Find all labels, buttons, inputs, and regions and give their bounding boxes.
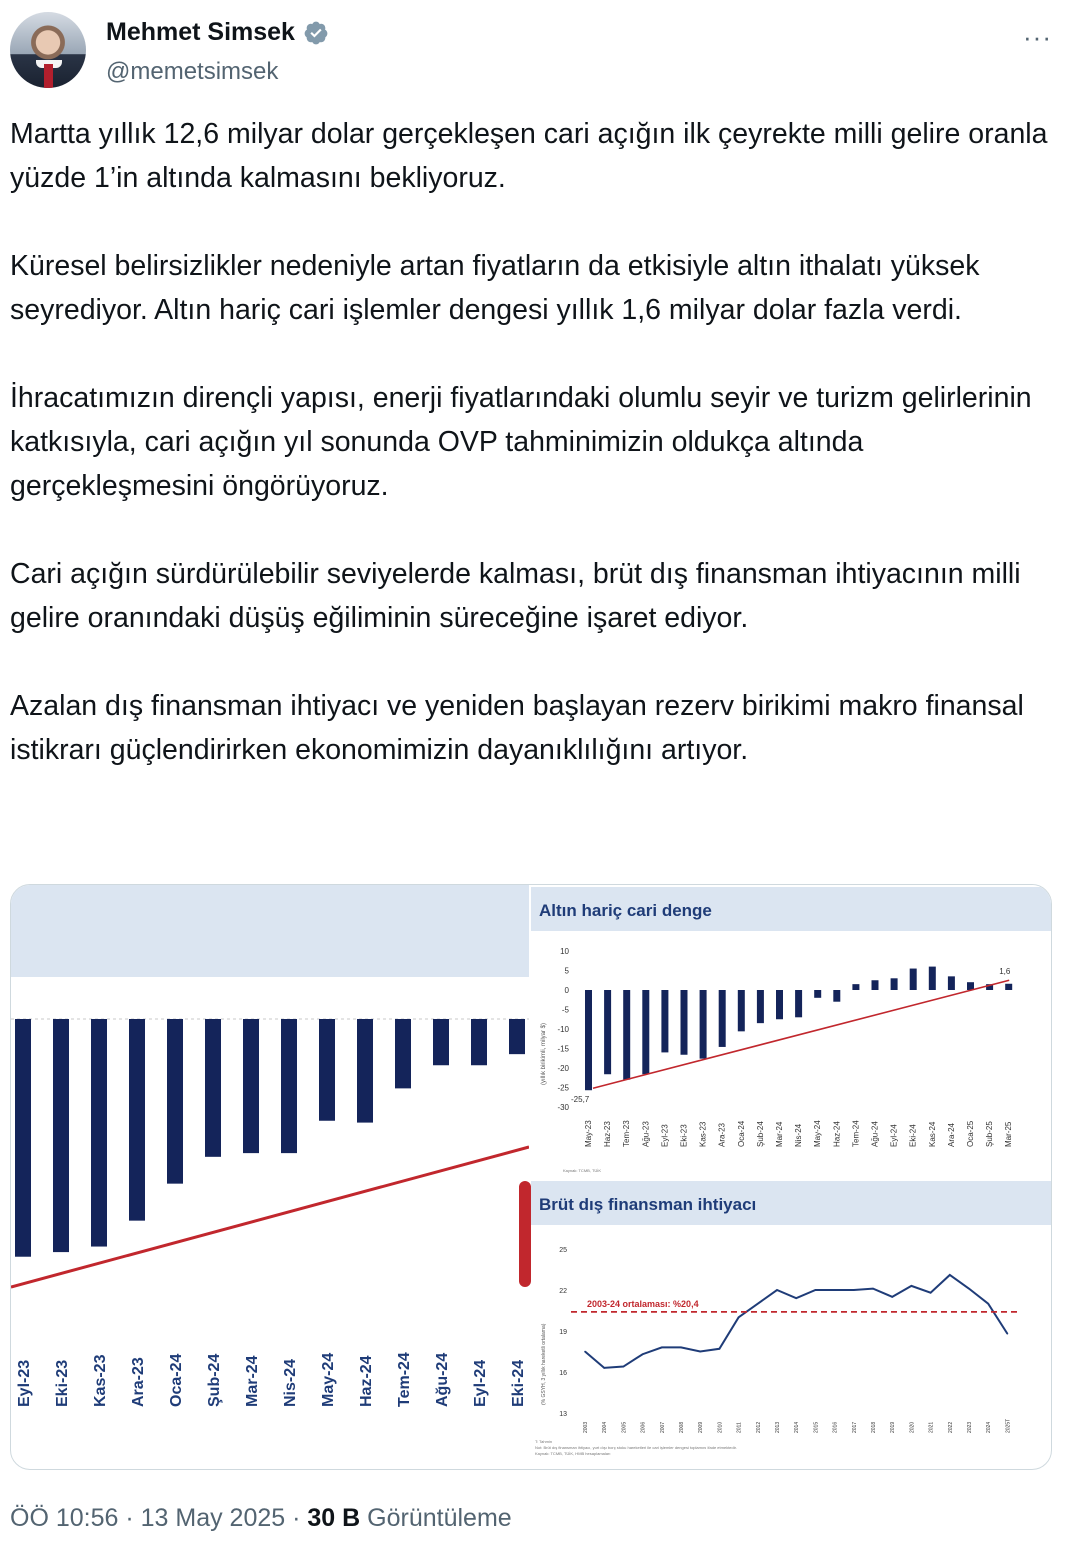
views-label: Görüntüleme xyxy=(360,1504,512,1532)
rt-x-tick: Eki-24 xyxy=(908,1124,918,1147)
rb-x-tick: 2020 xyxy=(909,1421,916,1433)
left-bar xyxy=(243,1019,259,1153)
chart3-title: Brüt dış finansman ihtiyacı xyxy=(539,1195,757,1214)
rb-point xyxy=(987,1303,989,1305)
rb-point xyxy=(949,1274,951,1276)
name-row xyxy=(106,18,329,47)
view-count: 30 B xyxy=(307,1504,361,1532)
left-tick-label: Ara-23 xyxy=(130,1357,147,1407)
left-tick-label: Nis-24 xyxy=(282,1358,299,1407)
rb-x-tick: 2003 xyxy=(583,1421,589,1433)
rb-x-tick: 2016 xyxy=(832,1421,839,1433)
rt-x-tick: Şub-25 xyxy=(985,1121,995,1147)
rb-series-line xyxy=(585,1275,1007,1368)
rt-bar xyxy=(948,976,955,990)
rt-x-tick: Haz-23 xyxy=(603,1121,613,1147)
rt-x-tick: Ağu-24 xyxy=(870,1121,880,1147)
rb-x-tick: 2008 xyxy=(679,1421,685,1433)
tweet-date[interactable]: 13 May 2025 xyxy=(140,1504,286,1532)
left-tick-label: Kas-23 xyxy=(92,1354,109,1407)
rb-x-tick: 2012 xyxy=(755,1421,762,1433)
avatar-tie xyxy=(44,64,53,88)
brut-dis-finansman-chart xyxy=(535,1247,1019,1456)
rt-x-tick: Ara-24 xyxy=(946,1122,956,1147)
rb-point xyxy=(699,1351,701,1353)
rt-bar xyxy=(681,990,688,1055)
rt-x-tick: Kas-24 xyxy=(927,1121,937,1147)
rt-bar xyxy=(795,990,802,1017)
rt-x-tick: Mar-24 xyxy=(775,1121,784,1147)
tweet-time[interactable]: ÖÖ 10:56 xyxy=(10,1504,119,1532)
rt-x-tick: Nis-24 xyxy=(794,1123,804,1147)
tweet-media-image[interactable] xyxy=(10,884,1052,1470)
rb-point xyxy=(872,1288,874,1290)
rb-x-tick: 2014 xyxy=(794,1421,801,1433)
author-name[interactable]: Mehmet Simsek xyxy=(106,18,295,46)
rb-x-tick: 2011 xyxy=(736,1422,743,1433)
rb-point xyxy=(930,1292,932,1294)
rb-point xyxy=(738,1317,740,1319)
rb-point xyxy=(603,1367,605,1369)
left-trendline xyxy=(11,1147,529,1287)
rt-bar xyxy=(623,990,630,1080)
rt-bar xyxy=(757,990,764,1023)
left-tick-label: Mar-24 xyxy=(244,1355,261,1407)
rb-point xyxy=(719,1348,721,1350)
left-bar xyxy=(15,1019,31,1257)
rb-y-tick: 22 xyxy=(559,1288,567,1295)
separator: · xyxy=(118,1504,141,1532)
left-bar xyxy=(319,1019,335,1121)
left-tick-label: Haz-24 xyxy=(358,1355,375,1407)
rb-y-tick: 19 xyxy=(559,1329,567,1336)
rb-x-tick: 2021 xyxy=(928,1421,935,1433)
rb-point xyxy=(891,1296,893,1298)
rt-bar xyxy=(910,969,917,990)
rb-y-label: (% GSYH, 3 yıllık hareketli ortalama) xyxy=(541,1323,547,1405)
red-accent-bar xyxy=(519,1181,531,1287)
rt-bar xyxy=(891,978,898,990)
rt-bar xyxy=(604,990,611,1074)
rt-x-tick: Eki-23 xyxy=(679,1124,689,1147)
rt-y-tick: 0 xyxy=(564,986,569,995)
rb-y-tick: 13 xyxy=(559,1411,567,1418)
rb-x-tick: 2022 xyxy=(947,1421,954,1433)
rt-bar xyxy=(929,967,936,990)
rt-y-label: (yıllık birikimli, milyar $) xyxy=(541,1023,547,1085)
rb-x-tick: 2018 xyxy=(871,1421,877,1433)
rt-x-tick: Oca-24 xyxy=(736,1120,746,1147)
rt-y-tick: -10 xyxy=(557,1025,569,1034)
rt-x-tick: Mar-25 xyxy=(1004,1121,1014,1147)
rb-x-tick: 2015 xyxy=(813,1421,820,1433)
rb-x-tick: 2009 xyxy=(698,1421,705,1433)
rt-bar xyxy=(1005,984,1012,990)
rt-bar xyxy=(776,990,783,1019)
left-tick-label: Şub-24 xyxy=(206,1353,223,1407)
charts-image xyxy=(11,885,1051,1469)
rt-y-tick: -15 xyxy=(557,1044,569,1054)
left-bar xyxy=(471,1019,487,1065)
rt-y-tick: 10 xyxy=(560,947,569,956)
rb-point xyxy=(911,1285,913,1287)
rt-bar xyxy=(833,990,840,1002)
rb-x-tick: 2005 xyxy=(621,1421,628,1433)
rb-x-tick: 2023 xyxy=(967,1421,973,1433)
rt-y-tick: 5 xyxy=(564,966,569,976)
rt-y-tick: -5 xyxy=(561,1005,569,1015)
rt-bar xyxy=(738,990,745,1031)
rt-bar xyxy=(814,990,821,998)
tweet-header xyxy=(8,8,1072,88)
left-tick-label: Tem-24 xyxy=(396,1352,413,1407)
author-handle[interactable]: @memetsimsek xyxy=(106,58,279,85)
rb-point xyxy=(834,1289,836,1291)
rb-point xyxy=(853,1289,855,1291)
rb-point xyxy=(680,1347,682,1349)
rt-x-tick: Haz-24 xyxy=(832,1121,842,1147)
left-bar xyxy=(433,1019,449,1065)
rt-x-tick: Eyl-23 xyxy=(660,1124,670,1147)
rb-x-tick: 2006 xyxy=(640,1421,647,1433)
left-bar xyxy=(129,1019,145,1221)
tweet-paragraph: Küresel belirsizlikler nedeniyle artan fiyatların da etkisiyle altın ithalatı yüksek seyrediyor. Altın hariç cari işlemler dengesi yıllık 1,6 milyar dolar fazla verdi. xyxy=(10,250,980,326)
rb-note: Not: Brüt dış finansman ihtiyacı, yurt dışı borç stoku hareketleri ile cari işlemler dengesi toplamını ifade etmektedir. xyxy=(535,1445,737,1450)
rt-bar xyxy=(661,990,668,1052)
rb-point xyxy=(757,1303,759,1305)
rb-point xyxy=(584,1351,586,1353)
left-bar xyxy=(281,1019,297,1153)
rb-y-tick: 16 xyxy=(559,1370,567,1377)
rb-x-tick: 2004 xyxy=(602,1421,609,1433)
left-tick-label: Eyl-23 xyxy=(16,1359,33,1407)
tweet-paragraph: İhracatımızın dirençli yapısı, enerji fiyatlarındaki olumlu seyir ve turizm gelirlerinin katkısıyla, cari açığın yıl sonunda OVP tahminimizin oldukça altında gerçekleşmesini öngörüyoruz. xyxy=(10,382,1032,502)
left-bar xyxy=(53,1019,69,1252)
rt-x-tick: Kas-23 xyxy=(698,1121,708,1147)
rt-x-tick: Tem-23 xyxy=(622,1120,632,1147)
separator: · xyxy=(285,1504,308,1532)
left-chart-band xyxy=(11,885,529,977)
rb-x-tick: 2007 xyxy=(659,1421,666,1433)
chart2-title: Altın hariç cari denge xyxy=(539,901,712,920)
left-bar xyxy=(509,1019,525,1054)
left-bar-chart xyxy=(11,1019,529,1407)
rt-bar xyxy=(585,990,592,1090)
rb-point xyxy=(623,1366,625,1368)
rb-y-tick: 25 xyxy=(559,1247,567,1254)
left-tick-label: Ağu-24 xyxy=(434,1352,451,1407)
rt-x-tick: Tem-24 xyxy=(851,1120,861,1147)
rt-x-tick: Oca-25 xyxy=(966,1120,975,1147)
rt-x-tick: Şub-24 xyxy=(755,1121,765,1147)
avatar[interactable] xyxy=(10,12,86,88)
rb-point xyxy=(661,1347,663,1349)
rt-y-tick: -20 xyxy=(557,1064,569,1073)
rb-x-tick: 2010 xyxy=(717,1421,724,1433)
rt-bar xyxy=(852,984,859,990)
rb-x-tick: 2013 xyxy=(775,1421,781,1433)
tweet-footer xyxy=(10,1504,512,1533)
rb-note: Kaynak: TCMB, TÜİK, HMB hesaplamaları xyxy=(535,1451,611,1456)
rt-x-tick: Eyl-24 xyxy=(889,1124,899,1147)
tweet-text xyxy=(10,112,1060,816)
rb-reference-label: 2003-24 ortalaması: %20,4 xyxy=(587,1298,699,1309)
rt-bar xyxy=(700,990,707,1059)
rt-y-tick: -25 xyxy=(557,1083,569,1093)
rt-bar xyxy=(642,990,649,1074)
verified-badge-icon xyxy=(303,20,329,46)
left-bar xyxy=(395,1019,411,1088)
rb-point xyxy=(815,1289,817,1291)
rt-x-tick: May-24 xyxy=(813,1120,823,1147)
rt-source-note: Kaynak: TCMB, TÜİK xyxy=(563,1168,602,1173)
rb-point xyxy=(642,1353,644,1355)
rb-x-tick: 2017 xyxy=(851,1421,858,1433)
rb-note: T: Tahmin xyxy=(535,1439,553,1444)
left-bar xyxy=(357,1019,373,1123)
left-bar xyxy=(167,1019,183,1184)
left-tick-label: Eki-24 xyxy=(510,1359,527,1407)
rb-point xyxy=(968,1288,970,1290)
rt-annotation-first: -25,7 xyxy=(571,1095,590,1105)
rb-point xyxy=(795,1297,797,1299)
more-options-icon[interactable]: ··· xyxy=(1023,22,1052,52)
left-bar xyxy=(205,1019,221,1157)
rb-x-tick: 2019 xyxy=(890,1421,897,1433)
rt-bar xyxy=(872,980,879,990)
rt-x-tick: Ara-23 xyxy=(717,1122,727,1147)
rb-point xyxy=(1007,1333,1009,1335)
tweet-paragraph: Azalan dış finansman ihtiyacı ve yeniden başlayan rezerv birikimi makro finansal istikrarı güçlendirirken ekonomimizin dayanıklılığını artıyor. xyxy=(10,690,1024,766)
left-tick-label: Eki-23 xyxy=(54,1359,71,1407)
rt-x-tick: May-23 xyxy=(584,1120,593,1147)
tweet-paragraph: Martta yıllık 12,6 milyar dolar gerçekleşen cari açığın ilk çeyrekte milli gelire oranla yüzde 1’in altında kalmasını bekliyoruz. xyxy=(10,118,1048,194)
rt-bar xyxy=(719,990,726,1047)
rb-x-tick: 2024 xyxy=(986,1421,993,1433)
left-bar xyxy=(91,1019,107,1247)
tweet-paragraph: Cari açığın sürdürülebilir seviyelerde kalması, brüt dış finansman ihtiyacının milli gelire oranındaki düşüş eğiliminin süreceğine işaret ediyor. xyxy=(10,558,1021,634)
left-tick-label: Oca-24 xyxy=(168,1353,185,1407)
rt-x-tick: Ağu-23 xyxy=(641,1121,651,1147)
rb-point xyxy=(776,1289,778,1291)
rt-y-tick: -30 xyxy=(557,1103,569,1112)
left-tick-label: Eyl-24 xyxy=(472,1359,489,1407)
rb-x-tick: 2025T xyxy=(1005,1418,1012,1433)
left-tick-label: May-24 xyxy=(320,1352,337,1407)
rt-annotation-last: 1,6 xyxy=(999,966,1011,976)
